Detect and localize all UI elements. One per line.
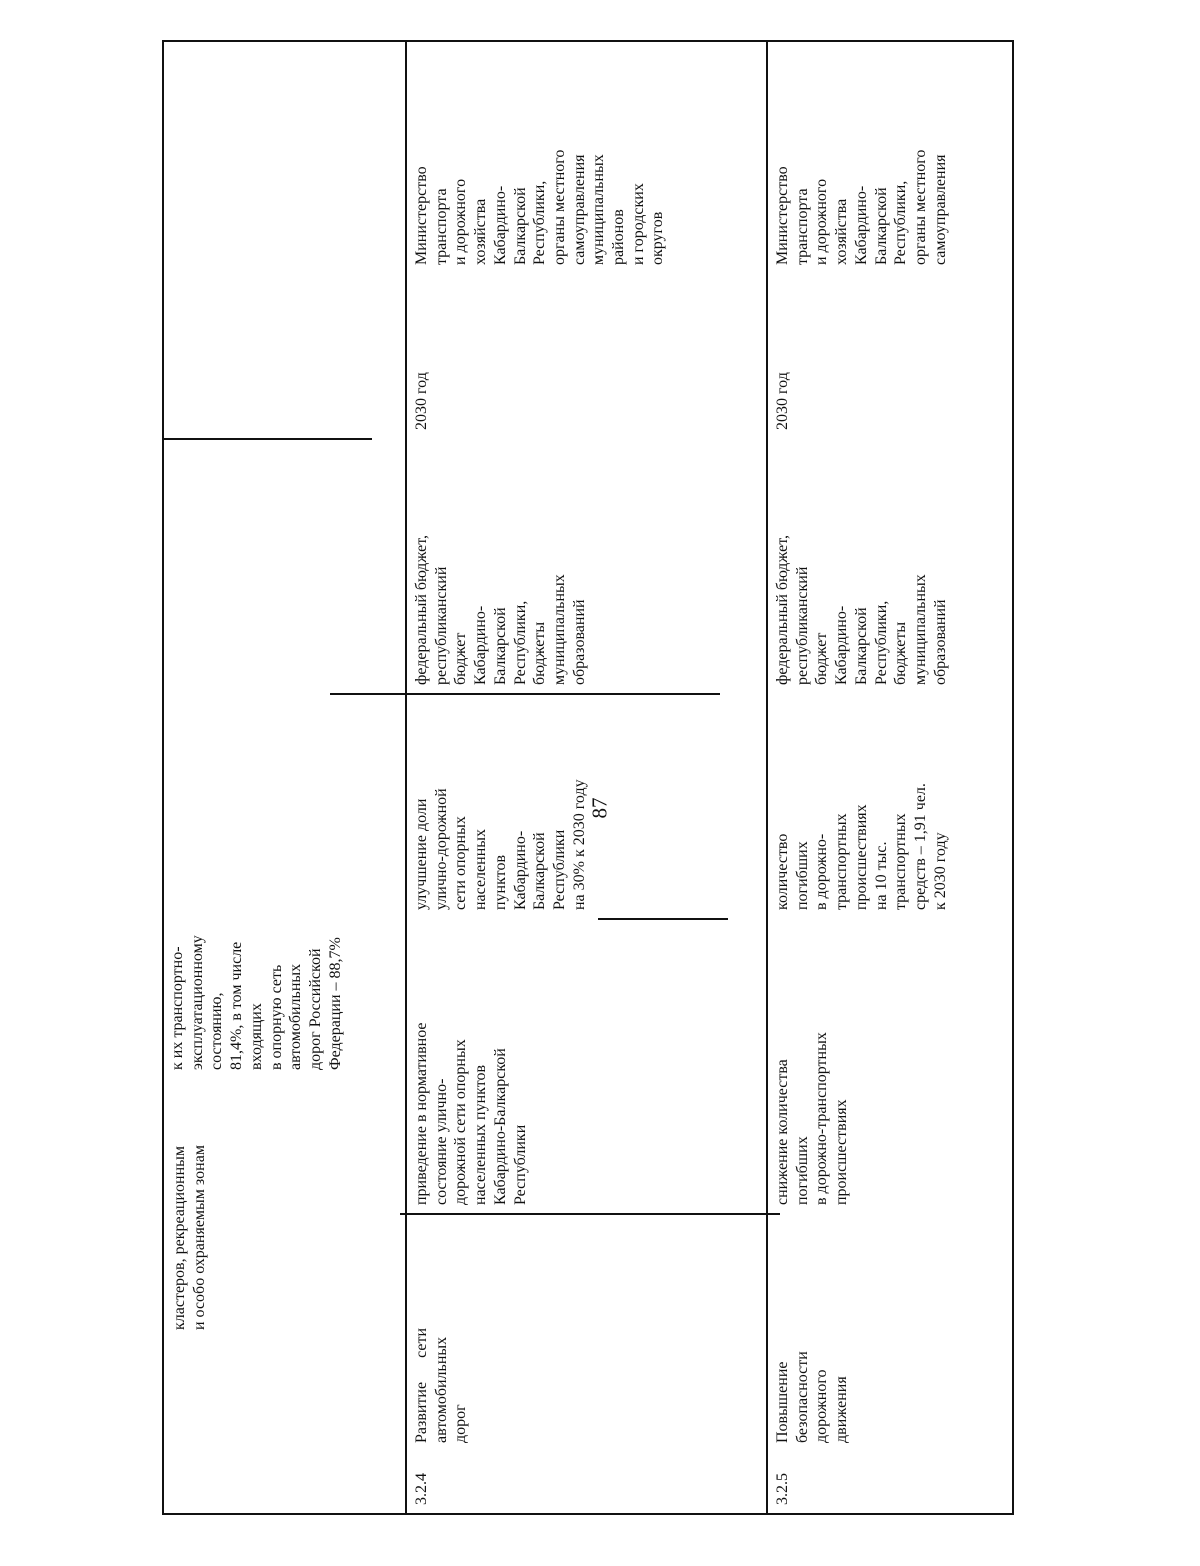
table-rule — [598, 918, 728, 920]
table-rule — [330, 693, 720, 695]
table-rule — [162, 438, 372, 440]
funding-cell: федеральный бюджет, республиканский бюджет Кабардино- Балкарской Республики, бюджеты муниципальных образований — [774, 534, 949, 685]
table-rule — [1012, 40, 1014, 1515]
table-rule — [162, 40, 1012, 42]
table-rule — [162, 40, 164, 1515]
top-task-cell: кластеров, рекреационным и особо охраняемым зонам — [171, 1145, 208, 1330]
row-number-cell: 3.2.4 — [413, 1473, 430, 1505]
table-rule — [405, 40, 407, 1515]
indicator-cell: количество погибших в дорожно- транспортных происшествиях на 10 тыс. транспортных средств – 1,91 чел. к 2030 году — [774, 783, 949, 910]
deadline-cell: 2030 год — [413, 372, 430, 430]
row-number-cell: 3.2.5 — [774, 1473, 791, 1505]
table-rule — [766, 40, 768, 1515]
table-rule — [400, 1213, 780, 1215]
table-rule — [162, 1513, 1012, 1515]
funding-cell: федеральный бюджет, республиканский бюджет Кабардино- Балкарской Республики, бюджеты муниципальных образований — [413, 534, 588, 685]
top-indicator-cell: к их транспортно- эксплуатационному состоянию, 81,4%, в том числе входящих в опорную сеть автомобильных дорог Российской Федерации – 88,7% — [169, 935, 344, 1070]
direction-cell: Повышение безопасности дорожного движения — [774, 1351, 851, 1443]
direction-cell: Развитие сети автомобильных дорог — [413, 1327, 470, 1443]
indicator-cell: улучшение доли улично-дорожной сети опорных населенных пунктов Кабардино- Балкарской Республики на 30% к 2030 году — [413, 779, 588, 910]
responsible-cell: Министерство транспорта и дорожного хозяйства Кабардино- Балкарской Республики, органы местного самоуправления — [774, 149, 949, 265]
task-cell: приведение в нормативное состояние улично- дорожной сети опорных населенных пунктов Кабардино-Балкарской Республики — [413, 1022, 529, 1205]
deadline-cell: 2030 год — [774, 372, 791, 430]
task-cell: снижение количества погибших в дорожно-транспортных происшествиях — [774, 1032, 851, 1205]
page-number: 87 — [587, 797, 612, 819]
responsible-cell: Министерство транспорта и дорожного хозяйства Кабардино- Балкарской Республики, органы местного самоуправления муниципальных районов и городских округов — [413, 149, 667, 265]
